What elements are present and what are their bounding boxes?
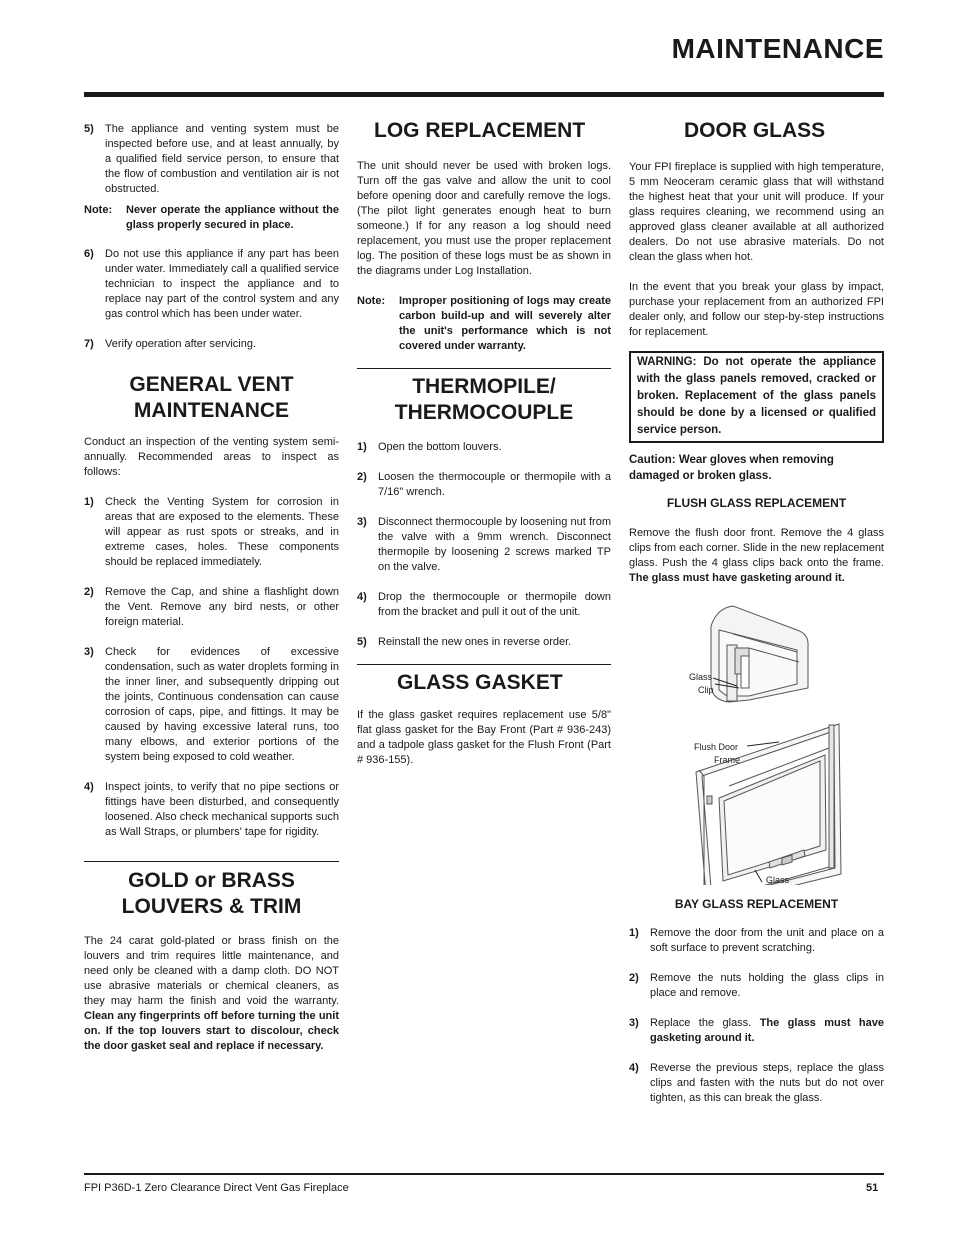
list-item <box>357 470 611 500</box>
vent-intro: Conduct an inspection of the venting system semi-annually. Recommended areas to inspect as follows: <box>84 436 339 478</box>
flush-text-bold: The glass must have gasketing around it. <box>629 572 845 584</box>
heading-line: LOUVERS & TRIM <box>121 895 302 918</box>
list-item <box>84 645 339 765</box>
gold-text <box>84 934 339 1054</box>
item-number: 2) <box>84 586 94 598</box>
list-item <box>357 440 611 455</box>
item-text-bold: The glass must have gasketing around it. <box>650 1017 885 1044</box>
item-number: 2) <box>357 471 367 483</box>
page-title: MAINTENANCE <box>671 33 884 64</box>
item-text: Open the bottom louvers. <box>378 441 502 453</box>
section-heading-door-glass: DOOR GLASS <box>684 119 826 142</box>
column-middle <box>357 118 611 768</box>
heading-line: MAINTENANCE <box>133 399 290 422</box>
list-item <box>84 495 339 570</box>
item-number: 6) <box>84 248 94 260</box>
item-text: Drop the thermocouple or thermopile down from the bracket and pull it out of the unit. <box>378 591 611 618</box>
gold-text-bold: Clean any fingerprints off before turning the unit on. If the top louvers start to discolour, check the door gasket seal and replace if necessary. <box>84 1010 339 1052</box>
log-text: The unit should never be used with broken logs. Turn off the gas valve and allow the unit to cool before opening door and carefully remove the logs. (The pilot light generates enough heat to burn someone.) If for any reason a log should need replacement, you must use the proper replacement log. The position of these logs must be as shown in the diagrams under Log Installation. <box>357 160 611 277</box>
page-number: 51 <box>866 1182 879 1194</box>
note-label: Note: <box>84 204 113 216</box>
flush-glass-text <box>629 526 884 586</box>
list-item <box>629 926 884 956</box>
gasket-text: If the glass gasket requires replacement use 5/8" flat glass gasket for the Bay Front (Part # 936-243) and a tadpole glass gasket for the Flush Front (Part # 936-155). <box>357 709 611 766</box>
item-text: Check the Venting System for corrosion in areas that are exposed to the elements. These will appear as rust spots or streaks, and in extreme cases, holes. These components should be replaced immediately. <box>105 496 339 568</box>
bay-glass-heading: BAY GLASS REPLACEMENT <box>674 897 839 911</box>
heading-line: GENERAL VENT <box>129 373 294 396</box>
door-glass-p1: Your FPI fireplace is supplied with high temperature, 5 mm Neoceram ceramic glass that will withstand the highest heat that your unit will produce. If your glass requires cleaning, we recommend using an approved glass cleaner available at all authorized dealers. Do not use abrasive materials. Do not clean the glass when hot. <box>629 161 884 263</box>
item-number: 3) <box>84 646 94 658</box>
list-item <box>84 247 339 322</box>
list-item <box>84 337 339 352</box>
section-heading-vent <box>84 372 339 424</box>
item-number: 4) <box>629 1062 639 1074</box>
item-number: 5) <box>357 636 367 648</box>
item-number: 4) <box>357 591 367 603</box>
item-number: 3) <box>357 516 367 528</box>
list-item <box>84 585 339 630</box>
item-text: Disconnect thermocouple by loosening nut from the valve with a 9mm wrench. Disconnect thermopile by loosening 2 screws marked TP on the valve. <box>378 516 611 573</box>
glass-clip-label-2: Clip <box>698 685 714 695</box>
glass-label: Glass <box>766 875 790 885</box>
list-item <box>629 1016 884 1046</box>
section-divider <box>357 664 611 665</box>
item-text: The appliance and venting system must be inspected before use, and at least annually, by a qualified field service person, to ensure that the flow of combustion and ventilation air is not obstructed. <box>105 123 339 195</box>
flush-door-label-2: Frame <box>714 755 741 765</box>
heading-line: THERMOCOUPLE <box>394 401 574 424</box>
item-text: Remove the Cap, and shine a flashlight down the Vent. Remove any bird nests, or other foreign material. <box>105 586 339 628</box>
footer-rule <box>84 1173 884 1175</box>
gold-text-plain: The 24 carat gold-plated or brass finish on the louvers and trim requires little maintenance, and need only be cleaned with a damp cloth. DO NOT use abrasive materials or chemical cleaners, as they may harm the finish and void the warranty. <box>84 935 339 1007</box>
item-text: Verify operation after servicing. <box>105 338 257 350</box>
list-item <box>84 780 339 840</box>
note-text: Never operate the appliance without the glass properly secured in place. <box>126 204 339 231</box>
note <box>84 203 339 233</box>
item-text: Check for evidences of excessive condensation, such as water droplets forming in the inner liner, and subsequently dripping out the joints, Continuous condensation can cause corrosion of caps, pipe, and fittings. It may be caused by having excessive lateral runs, too many elbows, and exterior portions of the system being exposed to cold weather. <box>105 646 339 763</box>
item-number: 5) <box>84 123 94 135</box>
item-number: 4) <box>84 781 94 793</box>
item-text: Do not use this appliance if any part has been under water. Immediately call a qualified service technician to inspect the appliance and to replace nay part of the control system and any gas control which has been under water. <box>105 248 339 320</box>
item-text-plain: Replace the glass. <box>650 1017 752 1029</box>
list-item <box>84 122 339 197</box>
header-rule <box>84 92 884 97</box>
item-number: 2) <box>629 972 639 984</box>
note-label: Note: <box>357 295 386 307</box>
item-text: Loosen the thermocouple or thermopile with a 7/16" wrench. <box>378 471 611 498</box>
item-text: Remove the nuts holding the glass clips in place and remove. <box>650 972 884 999</box>
door-glass-p2: In the event that you break your glass by impact, purchase your replacement from an authorized FPI dealer only, and follow our step-by-step instructions for replacement. <box>629 281 884 338</box>
flush-door-label-1: Flush Door <box>694 742 739 752</box>
item-number: 1) <box>629 927 639 939</box>
section-heading-thermo <box>357 374 611 426</box>
item-number: 7) <box>84 338 94 350</box>
section-heading-gold <box>84 868 339 920</box>
flush-text-plain: Remove the flush door front. Remove the 4 glass clips from each corner. Slide in the new replacement glass. Push the 4 glass clips back onto the frame. <box>629 527 884 569</box>
column-left <box>84 122 339 1054</box>
flush-door-diagram <box>629 600 884 885</box>
flush-glass-heading: FLUSH GLASS REPLACEMENT <box>666 496 847 510</box>
footer-product-name: FPI P36D-1 Zero Clearance Direct Vent Gas Fireplace <box>84 1182 349 1194</box>
column-right <box>629 118 884 1106</box>
section-divider <box>357 368 611 369</box>
heading-line: GOLD or BRASS <box>128 869 295 892</box>
section-heading-log: LOG REPLACEMENT <box>374 119 586 142</box>
glass-clip-label-1: Glass <box>689 672 713 682</box>
heading-line: THERMOPILE/ <box>412 375 556 398</box>
note <box>357 294 611 354</box>
list-item <box>357 590 611 620</box>
note-text: Improper positioning of logs may create carbon build-up and will severely alter the unit's performance which is not covered under warranty. <box>399 295 611 352</box>
item-number: 3) <box>629 1017 639 1029</box>
item-text <box>650 1016 884 1046</box>
item-number: 1) <box>357 441 367 453</box>
list-item <box>629 971 884 1001</box>
list-item <box>357 515 611 575</box>
item-text: Reinstall the new ones in reverse order. <box>378 636 572 648</box>
section-heading-gasket: GLASS GASKET <box>397 671 563 694</box>
list-item <box>357 635 611 650</box>
item-number: 1) <box>84 496 94 508</box>
caution-text: Caution: Wear gloves when removing damaged or broken glass. <box>629 454 834 482</box>
item-text: Reverse the previous steps, replace the glass clips and fasten with the nuts but do not over tighten, as this can break the glass. <box>650 1062 884 1104</box>
warning-box: WARNING: Do not operate the appliance with the glass panels removed, cracked or broken. Replacement of the glass panels should be done by a licensed or qualified service person. <box>629 351 884 443</box>
item-text: Inspect joints, to verify that no pipe sections or fittings have been disturbed, and consequently loosened. Also check mechanical supports such as Wall Straps, or plumbers' tape for rigidity. <box>105 781 339 838</box>
list-item <box>629 1061 884 1106</box>
section-divider <box>84 861 339 862</box>
item-text: Remove the door from the unit and place on a soft surface to prevent scratching. <box>650 927 884 954</box>
